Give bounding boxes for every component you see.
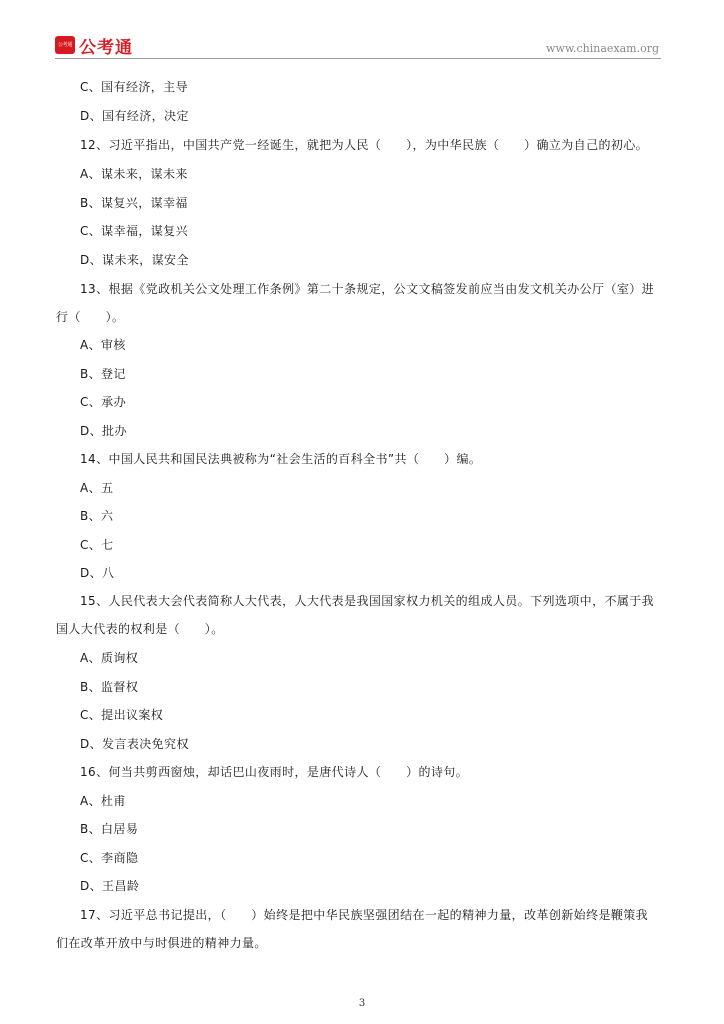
page-header [55, 32, 661, 59]
question-15-continued: 国人大代表的权利是（ ）。 [56, 622, 224, 636]
page-number: 3 [358, 998, 366, 1009]
logo-badge-icon: 公考通 [55, 36, 75, 54]
option-c-q16: C、李商隐 [80, 851, 139, 865]
option-d-q11: D、国有经济，决定 [80, 109, 189, 123]
option-b-q13: B、登记 [80, 367, 126, 381]
question-13: 13、根据《党政机关公文处理工作条例》第二十条规定，公文文稿签发前应当由发文机关办公厅（室）进 [80, 282, 655, 296]
logo-text: 公考通 [79, 37, 133, 58]
option-d-q15: D、发言表决免究权 [80, 737, 189, 751]
option-c-q15: C、提出议案权 [80, 708, 164, 722]
option-b-q14: B、六 [80, 509, 114, 523]
option-d-q14: D、八 [80, 566, 115, 580]
option-a-q12: A、谋未来，谋未来 [80, 167, 188, 181]
option-c-q14: C、七 [80, 538, 114, 552]
question-17-continued: 们在改革开放中与时俱进的精神力量。 [56, 936, 267, 950]
option-d-q16: D、王昌龄 [80, 879, 140, 893]
option-c-q11: C、国有经济，主导 [80, 80, 188, 94]
option-a-q16: A、杜甫 [80, 794, 126, 808]
option-c-q13: C、承办 [80, 395, 126, 409]
option-a-q15: A、质询权 [80, 651, 139, 665]
option-b-q15: B、监督权 [80, 680, 139, 694]
option-d-q12: D、谋未来，谋安全 [80, 253, 189, 267]
question-12: 12、习近平指出，中国共产党一经诞生，就把为人民（ ），为中华民族（ ）确立为自己的初心。 [80, 138, 649, 152]
site-url: www.chinaexam.org [546, 42, 659, 55]
option-a-q14: A、五 [80, 481, 114, 495]
question-14: 14、中国人民共和国民法典被称为“社会生活的百科全书”共（ ）编。 [80, 452, 482, 466]
question-17: 17、习近平总书记提出，（ ）始终是把中华民族坚强团结在一起的精神力量，改革创新始终是鞭策我 [80, 908, 649, 922]
option-b-q12: B、谋复兴，谋幸福 [80, 196, 188, 210]
question-13-continued: 行（ ）。 [56, 310, 125, 324]
question-15: 15、人民代表大会代表简称人大代表，人大代表是我国国家权力机关的组成人员。下列选项中，不属于我 [80, 594, 655, 608]
question-16: 16、何当共剪西窗烛，却话巴山夜雨时，是唐代诗人（ ）的诗句。 [80, 765, 469, 779]
brand-logo [55, 35, 133, 58]
option-d-q13: D、批办 [80, 424, 127, 438]
option-a-q13: A、审核 [80, 338, 126, 352]
option-c-q12: C、谋幸福，谋复兴 [80, 224, 188, 238]
option-b-q16: B、白居易 [80, 822, 139, 836]
